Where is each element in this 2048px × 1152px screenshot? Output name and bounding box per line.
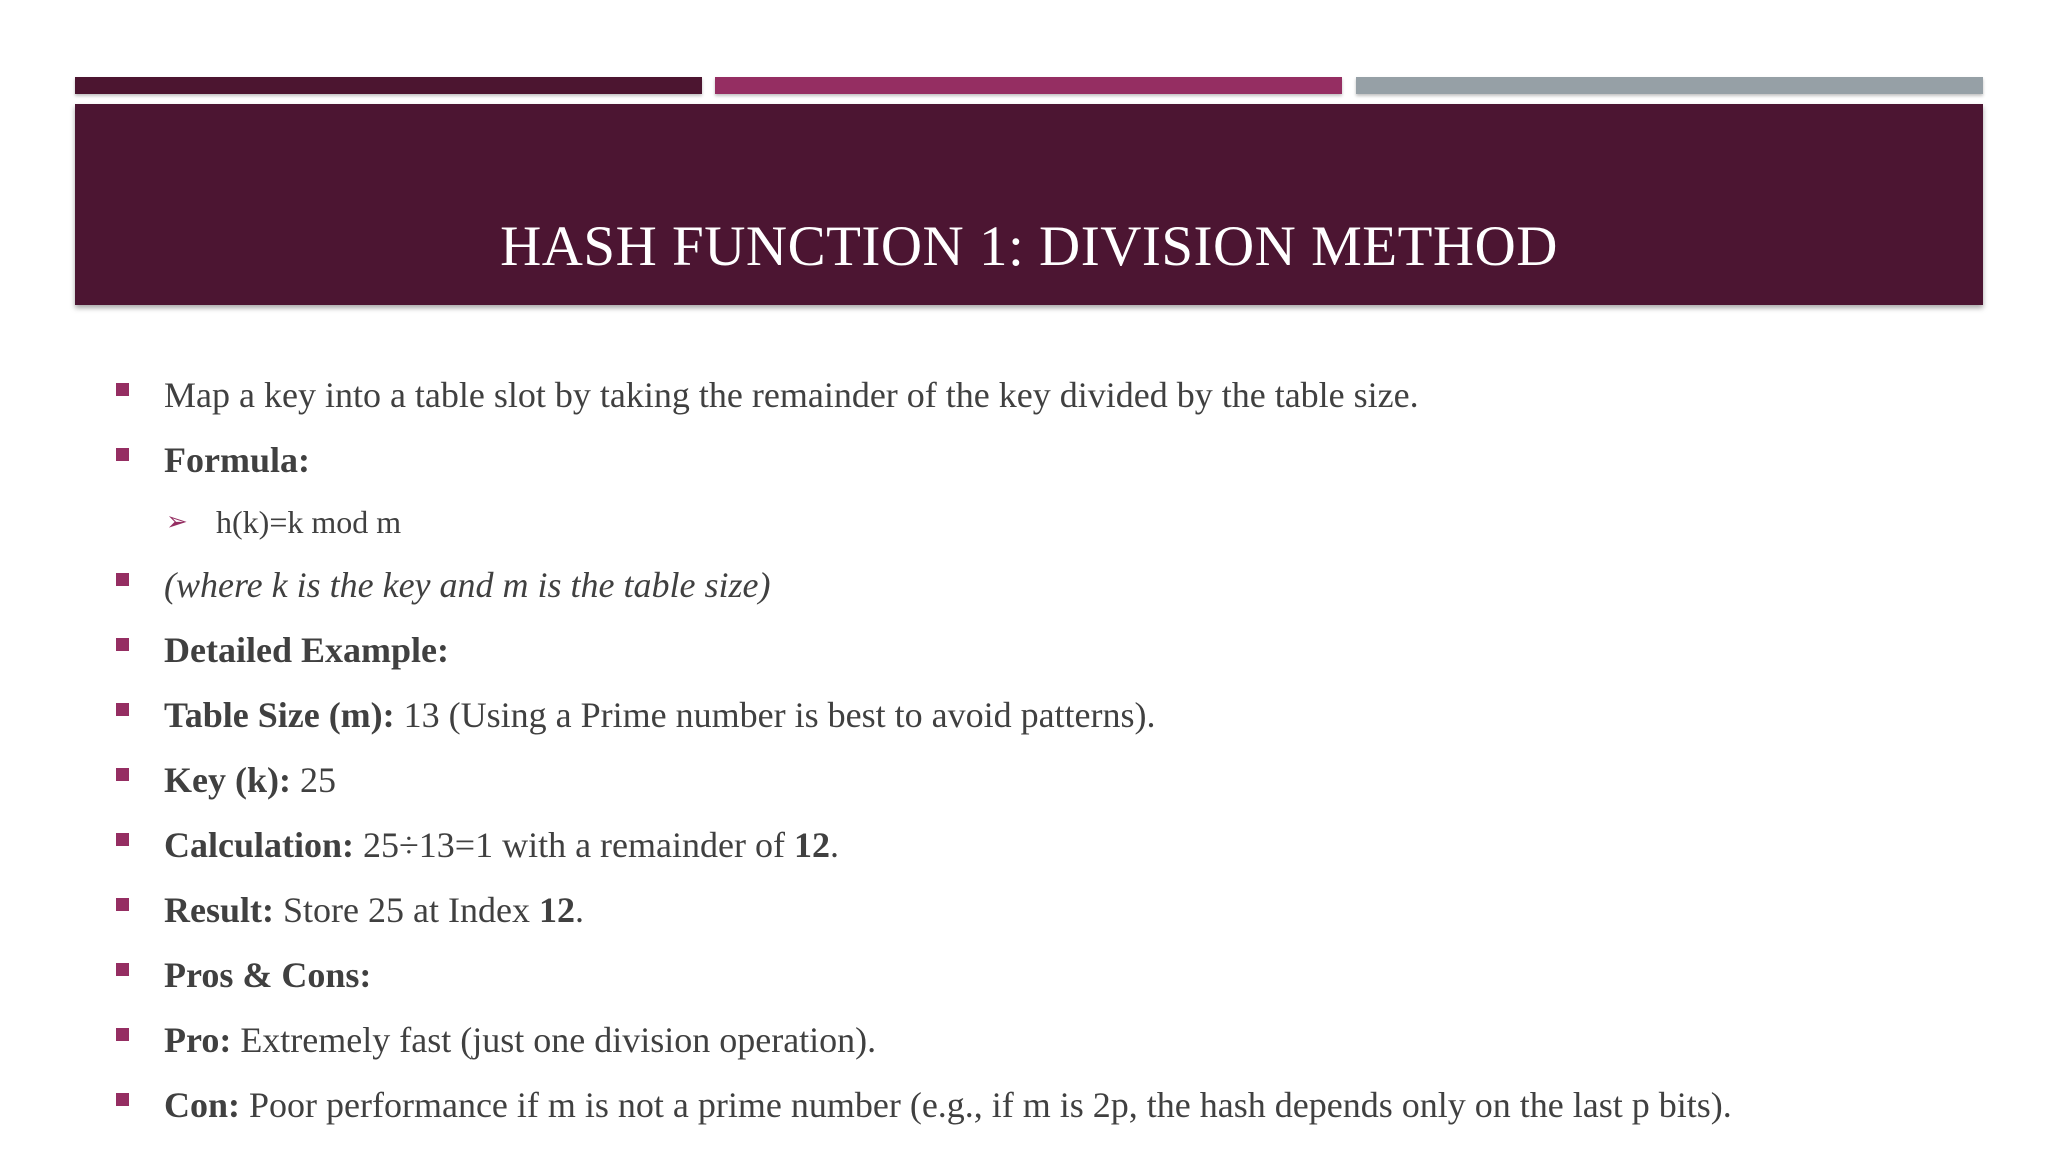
bullet-text: Map a key into a table slot by taking the remainder of the key divided by the table size. xyxy=(164,375,1419,415)
square-bullet-icon xyxy=(116,448,129,461)
slide-title: HASH FUNCTION 1: DIVISION METHOD xyxy=(500,215,1558,278)
bullet-text: Key (k): 25 xyxy=(164,760,336,800)
square-bullet-icon xyxy=(116,1093,129,1106)
formula-text: h(k)=k mod m xyxy=(216,504,402,540)
square-bullet-icon xyxy=(116,833,129,846)
square-bullet-icon xyxy=(116,1028,129,1041)
arrow-bullet-icon: ➢ xyxy=(166,507,188,537)
bullet-text: Result: Store 25 at Index 12. xyxy=(164,890,584,930)
bullet-text: (where k is the key and m is the table size) xyxy=(164,565,771,605)
square-bullet-icon xyxy=(116,768,129,781)
square-bullet-icon xyxy=(116,638,129,651)
accent-bar-left xyxy=(75,77,702,94)
bullet-text: Pros & Cons: xyxy=(164,955,372,995)
square-bullet-icon xyxy=(116,703,129,716)
title-banner xyxy=(75,104,1983,305)
bullet-text: Table Size (m): 13 (Using a Prime number is best to avoid patterns). xyxy=(164,695,1156,735)
accent-bar-right xyxy=(1356,77,1983,94)
bullet-text: Detailed Example: xyxy=(164,630,449,670)
bullet-text: Formula: xyxy=(164,440,310,480)
bullet-text: Con: Poor performance if m is not a prime number (e.g., if m is 2p, the hash depends only on the last p bits). xyxy=(164,1085,1732,1125)
square-bullet-icon xyxy=(116,898,129,911)
square-bullet-icon xyxy=(116,963,129,976)
accent-bar-middle xyxy=(715,77,1342,94)
bullet-text: Calculation: 25÷13=1 with a remainder of 12. xyxy=(164,825,839,865)
square-bullet-icon xyxy=(116,383,129,396)
square-bullet-icon xyxy=(116,573,129,586)
bullet-text: Pro: Extremely fast (just one division operation). xyxy=(164,1020,877,1060)
